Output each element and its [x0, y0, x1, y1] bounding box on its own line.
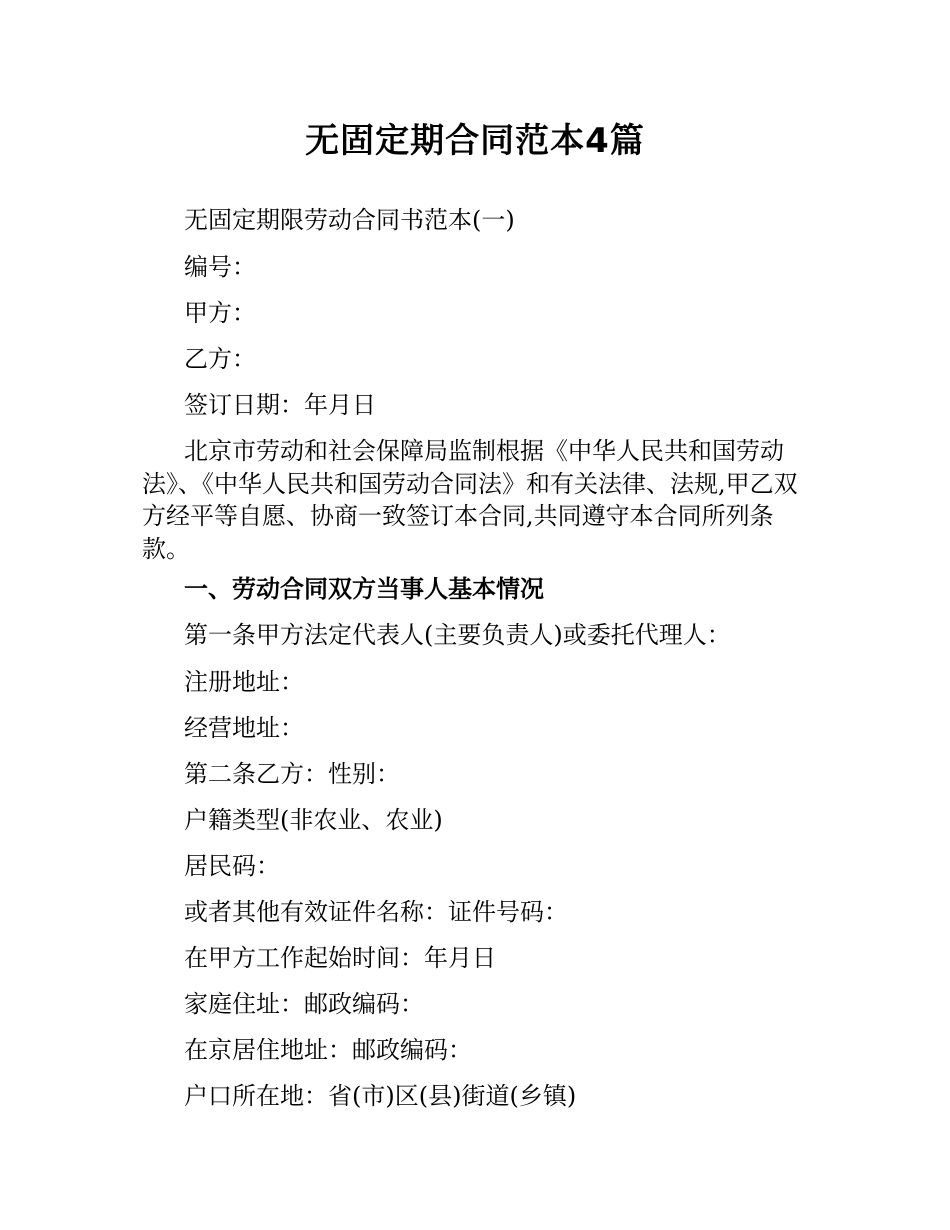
party-a-line: 甲方： — [184, 299, 256, 327]
resident-id-line: 居民码： — [184, 852, 280, 880]
article-2-line: 第二条乙方：性别： — [184, 760, 400, 788]
document-title: 无固定期合同范本4篇 — [305, 121, 645, 161]
number-line: 编号： — [184, 253, 256, 281]
party-b-line: 乙方： — [184, 345, 256, 373]
sign-date-line: 签订日期：年月日 — [184, 391, 376, 419]
beijing-address-line: 在京居住地址：邮政编码： — [184, 1036, 472, 1064]
contract-subtitle: 无固定期限劳动合同书范本(一) — [184, 206, 515, 234]
section-heading: 一、劳动合同双方当事人基本情况 — [184, 575, 544, 603]
household-type-line: 户籍类型(非农业、农业) — [184, 806, 443, 834]
other-id-line: 或者其他有效证件名称：证件号码： — [184, 898, 568, 926]
hukou-location-line: 户口所在地：省(市)区(县)街道(乡镇) — [184, 1082, 577, 1110]
business-address-line: 经营地址： — [184, 714, 304, 742]
registered-address-line: 注册地址： — [184, 668, 304, 696]
start-time-line: 在甲方工作起始时间：年月日 — [184, 944, 496, 972]
home-address-line: 家庭住址：邮政编码： — [184, 990, 424, 1018]
article-1-line: 第一条甲方法定代表人(主要负责人)或委托代理人： — [184, 621, 731, 649]
intro-paragraph: 北京市劳动和社会保障局监制根据《中华人民共和国劳动法》、《中华人民共和国劳动合同法》和有关法律、法规,甲乙双方经平等自愿、协商一致签订本合同,共同遵守本合同所列条款。 — [142, 437, 798, 563]
